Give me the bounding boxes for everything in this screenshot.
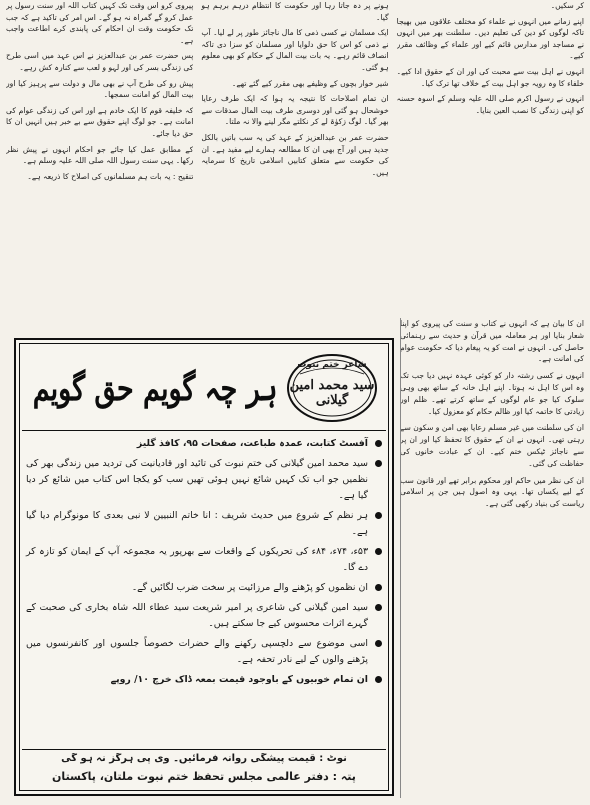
list-item [26, 600, 382, 632]
list-item [26, 636, 382, 668]
column-left [6, 0, 193, 318]
paragraph: کے مطابق عمل کیا جائے جو احکام انہوں نے پیش نظر رکھا۔ یہی سنت رسول اللہ صلی اللہ علیہ وسلم ہے۔ [6, 144, 194, 166]
top-columns [6, 0, 584, 318]
paragraph: ان کی سلطنت میں غیر مسلم رعایا بھی امن و سکون سے رہتی تھی۔ انہوں نے ان کے حقوق کا تحفظ کیا اور ان پر سے ناجائز ٹیکس ختم کیے۔ ان کے عبادت خانوں کی حفاظت کی گئی۔ [400, 423, 584, 468]
bullet-icon [375, 584, 382, 591]
item-text: ان نظموں کو پڑھنے والے مرزائیت پر سخت ضرب لگائیں گے۔ [131, 582, 368, 593]
column-middle [201, 0, 388, 318]
paragraph: پیش رو کی طرح آپ نے بھی مال و دولت سے پرہیز کیا اور بیت المال کو امانت سمجھا۔ [6, 78, 194, 100]
publisher-address: پتہ : دفتر عالمی مجلس تحفظ ختم نبوت ملتان، پاکستان [52, 770, 356, 783]
book-title: ہر چہ گویم حق گویم [32, 370, 278, 409]
item-text: آفسٹ کتابت، عمدہ طباعت، صفحات ۹۵، کافذ گلیز [136, 438, 368, 449]
bullet-icon [375, 604, 382, 611]
bullet-icon [375, 640, 382, 647]
list-item [26, 436, 382, 452]
author-seal [286, 352, 378, 424]
column-right [397, 0, 584, 318]
paragraph: ان تمام اصلاحات کا نتیجہ یہ ہوا کہ ایک طرف رعایا خوشحال ہو گئی اور دوسری طرف بیت المال صدقات سے بھر گیا۔ لوگ زکوٰۃ لے کر نکلتے مگر لینے والا نہ ملتا۔ [201, 94, 389, 127]
paragraph: انہوں نے اہل بیت سے محبت کی اور ان کے حقوق ادا کیے۔ خلفاء کا وہ رویہ جو اہل بیت کے خلاف تھا ترک کیا۔ [396, 66, 584, 88]
paragraph: ہونے پر دہ جاتا رہا اور حکومت کا انتظام درہم برہم ہو گیا۔ [201, 1, 389, 22]
paragraph: انہوں نے کسی رشتہ دار کو کوئی عہدہ نہیں دیا جب تک وہ اس کا اہل نہ ہوتا۔ اپنے اہل خانہ کے ساتھ بھی وہی سلوک کیا جو عام لوگوں کے ساتھ کرتے تھے۔ ظلم اور زیادتی کا خاتمہ کیا اور ظالم حکام کو معزول کیا۔ [400, 371, 584, 416]
paragraph: پس حضرت عمر بن عبدالعزیز نے اس عہد میں اسی طرح کی زندگی بسر کی اور لہو و لعب سے کنارہ کش رہے۔ [6, 51, 194, 72]
seal-author-name: سید محمد امین گیلانی [289, 378, 375, 408]
list-item [26, 544, 382, 576]
ad-footer [22, 749, 386, 788]
ad-features-list [26, 436, 382, 750]
item-text: سید امین گیلانی کی شاعری پر امیر شریعت سید عطاء اللہ شاہ بخاری کی صحبت کے گہرے اثرات محسوس کیے جا سکتے ہیں۔ [26, 602, 368, 629]
paragraph: ایک مسلمان نے کسی ذمی کا مال ناجائز طور پر لے لیا۔ آپ نے ذمی کو اس کا حق دلوایا اور مسلمان کو سزا دی تاکہ انصاف قائم رہے۔ یہ بات بیت المال کے حکام کو بھی معلوم ہو گئی۔ [201, 28, 389, 72]
list-item [26, 672, 382, 688]
bullet-icon [375, 676, 382, 683]
bullet-icon [375, 512, 382, 519]
paragraph: تنقیح : یہ بات ہم مسلمانوں کی اصلاح کا ذریعہ ہے۔ [27, 171, 194, 181]
paragraph: پیروی کرو اس وقت تک کہیں کتاب اللہ اور سنت رسول پر عمل کرو گے گمراہ نہ ہو گے۔ اس امر کی تاکید ہے کہ جب تک حکومت وقت ان احکام کی پابندی کرے اطاعت واجب ہے۔ [6, 1, 194, 45]
paragraph: حضرت عمر بن عبدالعزیز کے عہد کی یہ سب باتیں بالکل جدید ہیں اور آج بھی ان کا مطالعہ ہمارے لیے مفید ہے۔ ان کی حکومت سے متعلق کتابیں اسلامی تاریخ کا سرمایہ ہیں۔ [201, 132, 389, 177]
list-item [26, 580, 382, 596]
item-text: ہر نظم کے شروع میں حدیث شریف : انا خاتم النبیین لا نبی بعدی کا مونوگرام دیا گیا ہے۔ [26, 510, 368, 537]
payment-note: نوٹ : قیمت پیشگی روانہ فرمائیں۔ وی پی ہرگز نہ ہو گی [61, 753, 347, 764]
column-divider [400, 318, 401, 798]
list-item [26, 456, 382, 504]
book-advertisement [14, 338, 394, 796]
paragraph: کہ خلیفہ قوم کا ایک خادم ہے اور اس کی زندگی عوام کی امانت ہے۔ جو لوگ اپنے حقوق سے بے خبر ہیں انہیں ان کا حق دیا جائے۔ [6, 105, 194, 138]
paragraph: کر سکیں۔ [550, 1, 584, 10]
item-text: اسی موضوع سے دلچسپی رکھنے والے حضرات خصوصاً جلسوں اور کانفرنسوں میں پڑھنے والوں کے لیے نادر تحفہ ہے۔ [26, 638, 368, 665]
paragraph: ان کا بیان ہے کہ انہوں نے کتاب و سنت کی پیروی کو اپنا شعار بنایا اور ہر معاملہ میں قرآن و حدیث سے رہنمائی حاصل کی۔ انہوں نے امت کو یہ پیغام دیا کہ حکومت عوام کی امانت ہے۔ [400, 319, 584, 364]
seal-caption: شاعر ختم نبوت [297, 360, 367, 370]
item-text: ۵۳ء، ۷۴ء، ۸۴ء کی تحریکوں کے واقعات سے بھرپور یہ مجموعہ آپ کے ایمان کو تازہ کر دے گا۔ [26, 546, 368, 573]
ad-header [22, 346, 386, 431]
paragraph: انہوں نے رسول اکرم صلی اللہ علیہ وسلم کے اسوہ حسنہ کو اپنی زندگی کا نصب العین بنایا۔ [396, 94, 584, 115]
column-right-lower [400, 318, 584, 798]
item-text: ان تمام خوبیوں کے باوجود قیمت بمعہ ڈاک خرچ ۱۰/ روپے [110, 674, 368, 685]
paragraph: ان کی نظر میں حاکم اور محکوم برابر تھے اور قانون سب کے لیے یکساں تھا۔ یہی وہ اصول ہیں جن پر اسلامی ریاست کی بنیاد رکھی گئی ہے۔ [400, 475, 584, 509]
bullet-icon [375, 460, 382, 467]
paragraph: شیر خوار بچوں کے وظیفے بھی مقرر کیے گئے تھے۔ [231, 78, 389, 88]
bullet-icon [375, 440, 382, 447]
bullet-icon [375, 548, 382, 555]
list-item [26, 508, 382, 540]
paragraph: اپنے زمانے میں انہوں نے علماء کو مختلف علاقوں میں بھیجا تاکہ لوگوں کو دین کی تعلیم دیں۔ سلطنت بھر میں انہوں نے مساجد اور مدارس قائم کیے اور علماء کے وظائف مقرر کیے۔ [396, 16, 584, 61]
item-text: سید محمد امین گیلانی کی ختم نبوت کی تائید اور قادیانیت کی تردید میں زندگی بھر کی نظمیں جو اب تک کہیں شائع نہیں ہوئی تھیں سب کو یکجا اس کتاب میں شائع کر دیا گیا ہے۔ [26, 458, 368, 501]
